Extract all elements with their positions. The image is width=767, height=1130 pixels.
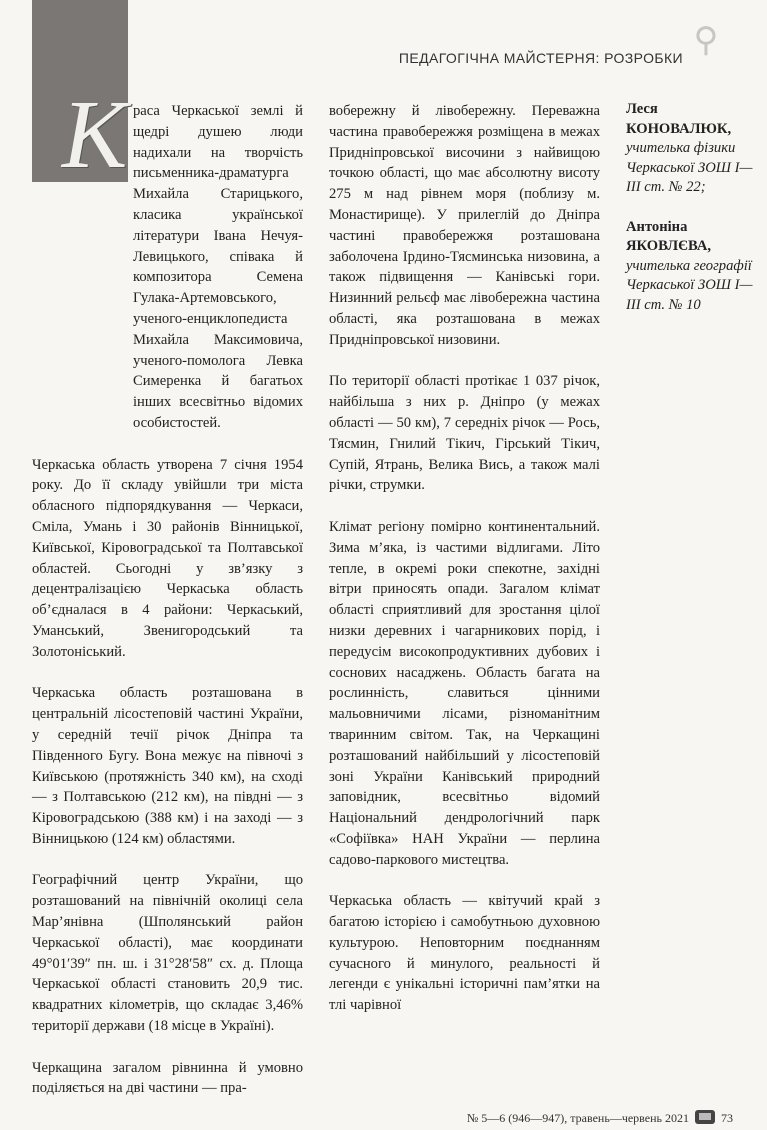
dropcap-letter: К	[62, 81, 128, 189]
tv-icon	[695, 1110, 715, 1124]
author-role: учителька фізики Черкаської ЗОШ І—ІІІ ст. № 22;	[626, 140, 753, 195]
ornament-icon: ⚲	[693, 22, 719, 59]
paragraph: Черкащина загалом рівнинна й умовно поділяється на дві частини — пра-	[32, 1059, 303, 1097]
author-2	[626, 218, 760, 316]
author-last-name: ЯКОВЛЄВА,	[626, 238, 712, 254]
page-number: 73	[721, 1111, 733, 1125]
article-column-2	[329, 101, 600, 1037]
author-role: учителька географії Черкаської ЗОШ І—ІІІ ст. № 10	[626, 257, 753, 313]
authors-block	[626, 100, 760, 335]
author-first-name: Леся	[626, 101, 658, 117]
author-last-name: КОНОВАЛЮК,	[626, 120, 732, 137]
author-1	[626, 100, 760, 198]
section-header: ПЕДАГОГІЧНА МАЙСТЕРНЯ: РОЗРОБКИ	[398, 50, 683, 66]
paragraph: Черкаська область розташована в центральній лісостеповій частині України, у середній течії річок Дніпра та Південного Бугу. Вона межує на півночі з Київською (протяжність 340 км), на сході — з Полтавською (212 км), на півдні — з Кіровоградською (388 км) і на заході — з Вінницькою (124 км) областями.	[32, 685, 303, 847]
paragraph: Черкаська область утворена 7 січня 1954 року. До її складу увійшли три міста обласного підпорядкування — Черкаси, Сміла, Умань і 30 районів Вінницької, Київської, Кіровоградської та Полтавської областей. Сьогодні у зв’язку з децентралізацією Черкаська область об’єдналася в 4 райони: Черкаський, Уманський, Звенигородський та Золотоніський.	[32, 456, 303, 660]
article-column-1	[32, 101, 303, 1120]
paragraph: Черкаська область — квітучий край з багатою історією і самобутньою духовною культурою. Неповторним поєднанням сучасного й минулого, реальності й легенди є унікальні історичні пам’ятки на тлі чарівної	[329, 893, 600, 1014]
page-footer	[467, 1110, 733, 1126]
paragraph: Географічний центр України, що розташований на північній околиці села Мар’янівна (Шполянський район Черкаської області), має координати 49°01′39″ пн. ш. і 31°28′58″ сх. д. Площа Черкаської області становить 20,9 тис. квадратних кілометрів, що складає 3,46% території держави (18 місце в Україні).	[32, 872, 303, 1035]
issue-info: № 5—6 (946—947), травень—червень 2021	[466, 1111, 689, 1125]
author-first-name: Антоніна	[626, 218, 688, 235]
lead-paragraph: раса Черкаської землі й щедрі душею люди надихали на творчість письменника-драматурга Михайла Старицького, класика української літератури Івана Нечуя-Левицького, співака й композитора Семена Гулака-Артемовського, ученого-енциклопедиста Михайла Максимовича, ученого-помолога Левка Симеренка й багатьох інших всесвітньо відомих особистостей.	[133, 103, 303, 431]
paragraph: Клімат регіону помірно континентальний. Зима м’яка, із частими відлигами. Літо тепле, в окремі роки спекотне, західні вітри приносять опади. Загалом клімат області сприятливий для зростання цілої низки деревних і чагарникових порід, і передусім високопродуктивних дубових і соснових насаджень. Область багата на рослинність, славиться цінними мальовничими лісами, різноманітним тваринним світом. Так, на Черкащині розташований найбільший у лісостеповій зоні України Канівський природний заповідник, всесвітньо відомий Національний дендрологічний парк «Софіївка» НАН України — перлина садово-паркового мистецтва.	[329, 518, 600, 868]
paragraph: вобережну й лівобережну. Переважна частина правобережжя розміщена в межах Придніпровської височини з найвищою точкою області, що має абсолютну висоту 275 м над рівнем моря (поблизу м. Монастирище). У прилеглій до Дніпра частині правобережжя розташована заболочена Ірдино-Тясминська низовина, а також підвищення — Канівські гори. Низинний рельєф має лівобережна частина області, яка розташована в межах Придніпровської низовини.	[329, 103, 600, 348]
paragraph: По території області протікає 1 037 річок, найбільша з них р. Дніпро (у межах області — 50 км), 7 середніх річок — Рось, Тясмин, Гнилий Тікич, Гірський Тікич, Супій, Ятрань, Велика Вись, а також малі річки, струмки.	[329, 373, 600, 494]
